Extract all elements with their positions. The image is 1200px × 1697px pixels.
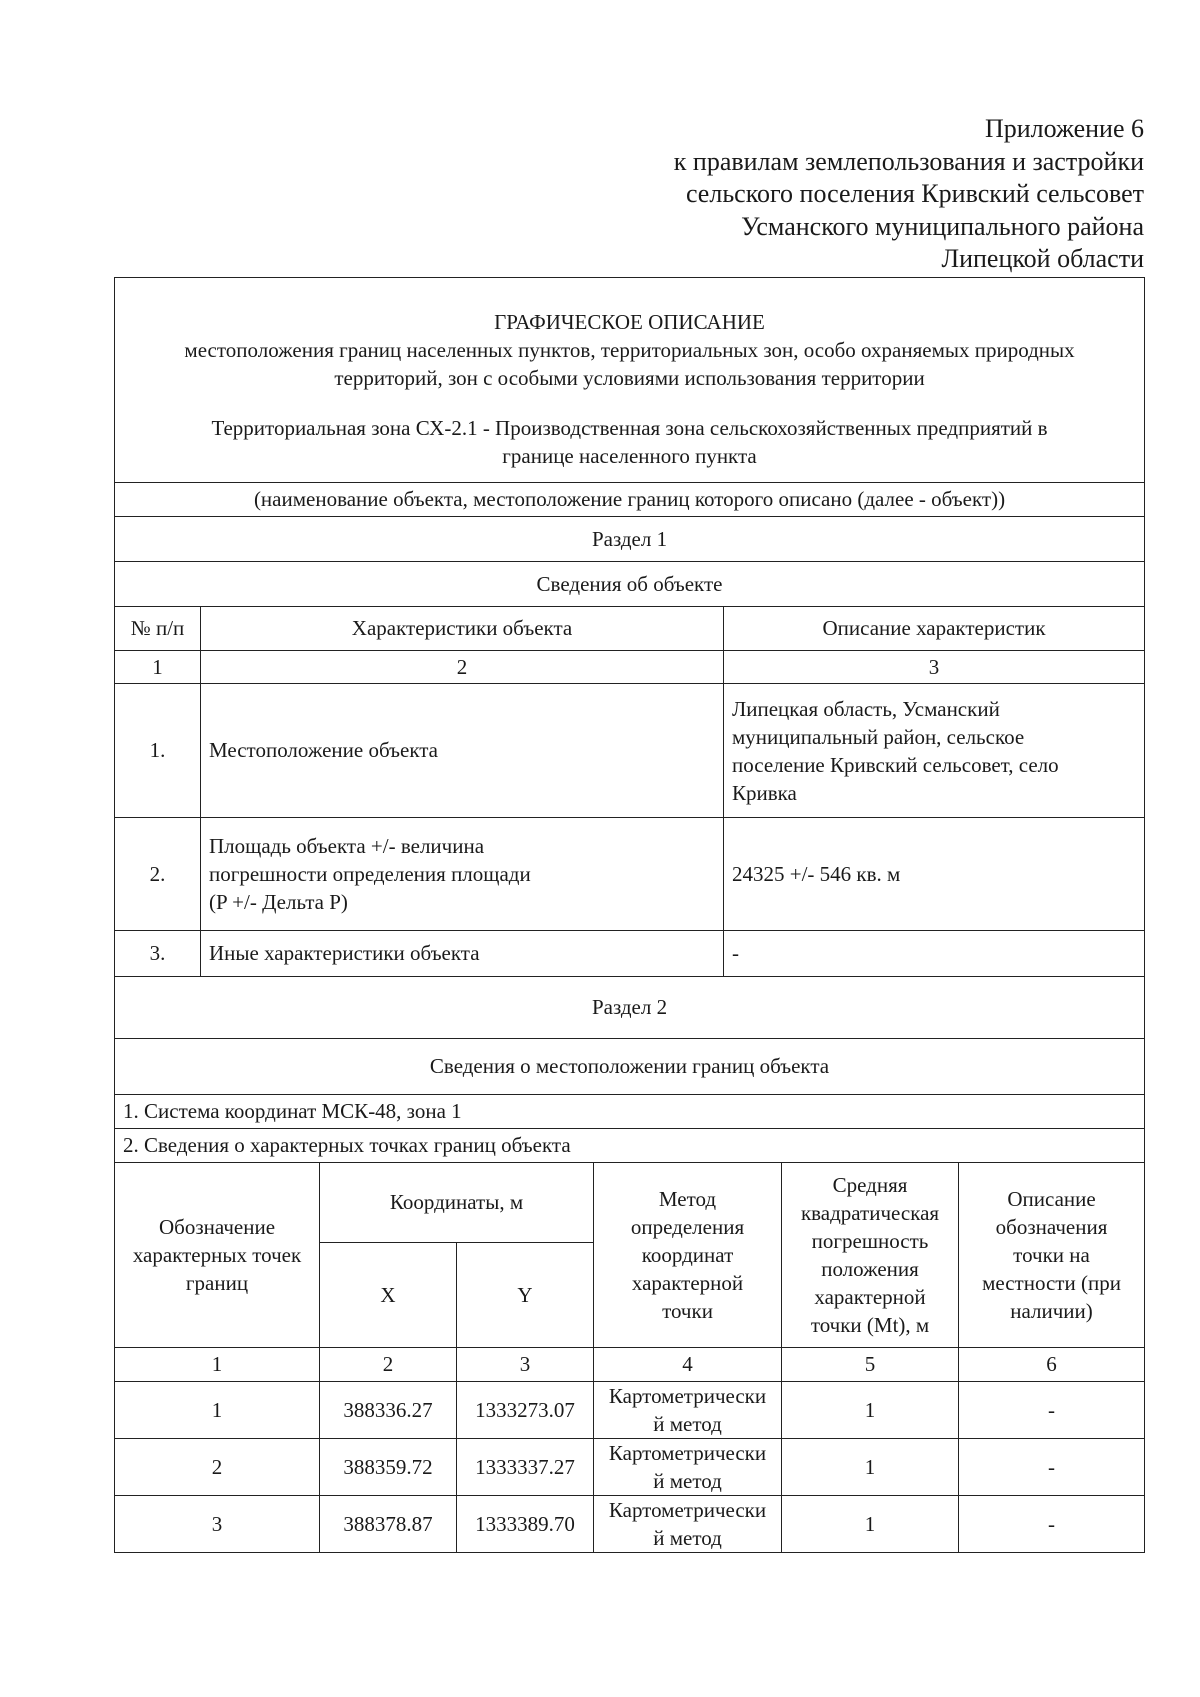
section1-title: Раздел 1 <box>115 517 1145 562</box>
col-header-method <box>594 1162 782 1347</box>
point-y: 1333337.27 <box>457 1438 594 1495</box>
header-line: Обозначение <box>158 1214 276 1239</box>
header-line: квадратическая <box>800 1200 940 1225</box>
points-table <box>114 1162 1145 1553</box>
point-method <box>594 1381 782 1438</box>
method-line: й метод <box>653 1525 722 1550</box>
info-table <box>114 277 1145 1163</box>
point-id: 3 <box>115 1495 320 1552</box>
method-line: Картометрически <box>608 1383 767 1408</box>
coordinate-system: 1. Система координат МСК-48, зона 1 <box>115 1095 1145 1129</box>
header-line: характерной <box>814 1284 926 1309</box>
section2-title: Раздел 2 <box>115 977 1145 1039</box>
point-mt: 1 <box>782 1438 959 1495</box>
point-desc: - <box>959 1381 1145 1438</box>
row-number: 3. <box>115 931 201 977</box>
table-row <box>115 818 1145 931</box>
header-line: точки на <box>1013 1242 1090 1267</box>
point-y: 1333273.07 <box>457 1381 594 1438</box>
table-row <box>115 1381 1145 1438</box>
point-mt: 1 <box>782 1381 959 1438</box>
method-line: Картометрически <box>608 1440 767 1465</box>
header-line: Средняя <box>832 1172 908 1197</box>
point-id: 2 <box>115 1438 320 1495</box>
appendix-line: Липецкой области <box>941 244 1144 273</box>
document-body <box>114 277 1144 1553</box>
method-line: й метод <box>653 1411 722 1436</box>
header-line: точки (Mt), м <box>810 1312 930 1337</box>
header-line: погрешность <box>811 1228 929 1253</box>
col-header-x: X <box>320 1242 457 1347</box>
table-row <box>115 1438 1145 1495</box>
col-header-designation <box>115 1162 320 1347</box>
characteristic: Иные характеристики объекта <box>201 931 724 977</box>
table-row <box>115 931 1145 977</box>
point-method <box>594 1495 782 1552</box>
row-number: 2. <box>115 818 201 931</box>
appendix-header <box>674 113 1144 276</box>
header-line: Описание <box>1007 1186 1096 1211</box>
char-line: Площадь объекта +/- величина <box>209 834 485 858</box>
col-index: 4 <box>594 1347 782 1381</box>
characteristic: Местоположение объекта <box>201 684 724 818</box>
header-line: положения <box>821 1256 919 1281</box>
char-line: (P +/- Дельта P) <box>209 890 348 914</box>
method-line: Картометрически <box>608 1497 767 1522</box>
characteristic <box>201 818 724 931</box>
value-line: муниципальный район, сельское <box>732 724 1025 749</box>
header-line: местности (при <box>982 1270 1121 1295</box>
zone-name: Территориальная зона СХ-2.1 - Производственная зона сельскохозяйственных предприятий в <box>211 416 1048 440</box>
header-line: точки <box>662 1298 713 1323</box>
row-number: 1. <box>115 684 201 818</box>
col-index: 5 <box>782 1347 959 1381</box>
header-line: определения <box>630 1214 745 1239</box>
object-note: (наименование объекта, местоположение границ которого описано (далее - объект)) <box>115 483 1145 517</box>
value-line: поселение Кривский сельсовет, село <box>732 752 1059 777</box>
col-index: 1 <box>115 651 201 684</box>
col-index: 2 <box>320 1347 457 1381</box>
header-line: характерной <box>631 1270 744 1295</box>
point-x: 388336.27 <box>320 1381 457 1438</box>
col-index: 6 <box>959 1347 1145 1381</box>
header-line: координат <box>641 1242 734 1267</box>
characteristic-value: - <box>724 931 1145 977</box>
col-index: 2 <box>201 651 724 684</box>
col-index: 3 <box>457 1347 594 1381</box>
point-desc: - <box>959 1495 1145 1552</box>
zone-name: границе населенного пункта <box>502 444 757 468</box>
appendix-line: к правилам землепользования и застройки <box>673 146 1144 176</box>
header-line: границ <box>185 1270 249 1295</box>
value-line: Кривка <box>732 780 797 805</box>
point-y: 1333389.70 <box>457 1495 594 1552</box>
section1-subtitle: Сведения об объекте <box>115 562 1145 607</box>
col-header-error <box>782 1162 959 1347</box>
col-header-num: № п/п <box>115 607 201 651</box>
col-header-desc: Описание характеристик <box>724 607 1145 651</box>
col-index: 1 <box>115 1347 320 1381</box>
header-line: обозначения <box>995 1214 1108 1239</box>
appendix-line: Приложение 6 <box>984 114 1144 143</box>
col-header-char: Характеристики объекта <box>201 607 724 651</box>
point-x: 388378.87 <box>320 1495 457 1552</box>
header-block <box>115 278 1145 483</box>
col-index: 3 <box>724 651 1145 684</box>
document-title: ГРАФИЧЕСКОЕ ОПИСАНИЕ <box>494 310 765 334</box>
header-line: Метод <box>658 1186 717 1211</box>
point-method <box>594 1438 782 1495</box>
point-x: 388359.72 <box>320 1438 457 1495</box>
section2-subtitle: Сведения о местоположении границ объекта <box>115 1039 1145 1095</box>
table-row <box>115 684 1145 818</box>
method-line: й метод <box>653 1468 722 1493</box>
col-header-description <box>959 1162 1145 1347</box>
point-mt: 1 <box>782 1495 959 1552</box>
header-line: наличии) <box>1010 1298 1093 1323</box>
col-header-y: Y <box>457 1242 594 1347</box>
header-line: характерных точек <box>132 1242 302 1267</box>
characteristic-value: 24325 +/- 546 кв. м <box>724 818 1145 931</box>
appendix-line: сельского поселения Кривский сельсовет <box>685 179 1144 208</box>
characteristic-value <box>724 684 1145 818</box>
points-title: 2. Сведения о характерных точках границ объекта <box>115 1129 1145 1163</box>
point-id: 1 <box>115 1381 320 1438</box>
value-line: Липецкая область, Усманский <box>732 696 1000 721</box>
table-row <box>115 1495 1145 1552</box>
document-subtitle: местоположения границ населенных пунктов, территориальных зон, особо охраняемых природных <box>184 338 1075 362</box>
char-line: погрешности определения площади <box>209 862 531 886</box>
appendix-line: Усманского муниципального района <box>741 211 1144 241</box>
col-header-coords: Координаты, м <box>320 1162 594 1242</box>
point-desc: - <box>959 1438 1145 1495</box>
document-subtitle: территорий, зон с особыми условиями использования территории <box>334 366 925 390</box>
